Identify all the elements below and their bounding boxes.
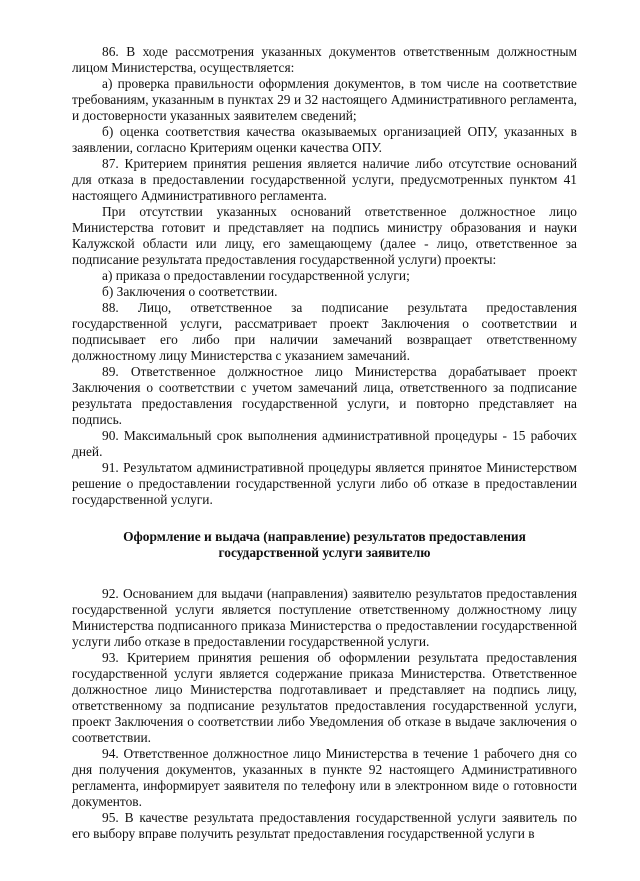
paragraph-86-a: а) проверка правильности оформления документов, в том числе на соответствие требованиям, указанным в пунктах 29 и 32 настоящего Административного регламента, и достоверности указанных заявителем сведений;: [72, 76, 577, 123]
paragraph-91: 91. Результатом административной процедуры является принятое Министерством решение о предоставлении государственной услуги либо об отказе в предоставлении государственной услуги.: [72, 460, 577, 507]
paragraph-86-b: б) оценка соответствия качества оказываемых организацией ОПУ, указанных в заявлении, согласно Критериям оценки качества ОПУ.: [72, 124, 577, 155]
paragraph-87-cont: При отсутствии указанных оснований ответственное должностное лицо Министерства готовит и представляет на подпись министру образования и науки Калужской области или лицу, его замещающему (далее - лицо, ответственное за подписание результата предоставления государственной услуги) проекты:: [72, 204, 577, 267]
section-heading-line-1: Оформление и выдача (направление) результатов предоставления: [123, 529, 526, 544]
top-section: [72, 44, 577, 508]
paragraph-88: 88. Лицо, ответственное за подписание результата предоставления государственной услуги, рассматривает проект Заключения о соответствии и подписывает его либо при наличии замечаний возвращает ответственному должностному лицу Министерства с указанием замечаний.: [72, 300, 577, 363]
paragraph-87-b: б) Заключения о соответствии.: [102, 284, 278, 299]
paragraph-93: 93. Критерием принятия решения об оформлении результата предоставления государственной услуги является содержание приказа Министерства. Ответственное должностное лицо Министерства подготавливает и представляет на подпись лицу, ответственному за подписание результатов предоставления государственной услуги, проект Заключения о соответствии либо Уведомления об отказе в выдаче заключения о соответствии.: [72, 650, 577, 745]
paragraph-94: 94. Ответственное должностное лицо Министерства в течение 1 рабочего дня со дня получения документов, указанных в пункте 92 настоящего Административного регламента, информирует заявителя по телефону или в электронном виде о готовности документов.: [72, 746, 577, 809]
paragraph-92: 92. Основанием для выдачи (направления) заявителю результатов предоставления государственной услуги является поступление ответственному должностному лицу Министерства подписанного приказа Министерства о предоставлении государственной услуги либо отказе в предоставлении государственной услуги.: [72, 586, 577, 649]
bottom-section: [72, 586, 577, 842]
section-heading-line-2: государственной услуги заявителю: [218, 545, 431, 560]
paragraph-87-a: а) приказа о предоставлении государственной услуги;: [102, 268, 410, 283]
paragraph-87: 87. Критерием принятия решения является наличие либо отсутствие оснований для отказа в предоставлении государственной услуги, предусмотренных пунктом 41 настоящего Административного регламента.: [72, 156, 577, 203]
paragraph-89: 89. Ответственное должностное лицо Министерства дорабатывает проект Заключения о соответствии с учетом замечаний лица, ответственного за подписание результата предоставления государственной услуги, и повторно представляет на подпись.: [72, 364, 577, 427]
paragraph-90: 90. Максимальный срок выполнения административной процедуры - 15 рабочих дней.: [72, 428, 577, 459]
paragraph-86: 86. В ходе рассмотрения указанных документов ответственным должностным лицом Министерства, осуществляется:: [72, 44, 577, 75]
paragraph-95: 95. В качестве результата предоставления государственной услуги заявитель по его выбору вправе получить результат предоставления государственной услуги в: [72, 810, 577, 841]
section-heading: [72, 529, 577, 561]
